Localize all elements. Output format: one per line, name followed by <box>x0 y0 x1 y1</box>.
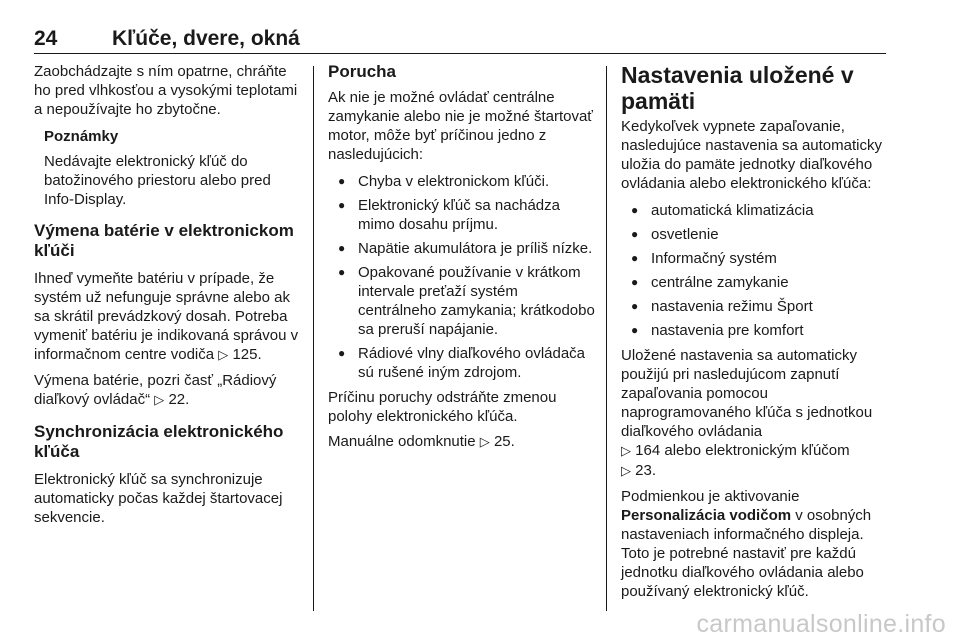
page-reference-arrow-icon: ▷ <box>621 464 631 479</box>
reuse-text: Uložené nastavenia sa automaticky použijú pri nasledujúcom zapnutí zapaľovania pomocou naprogramovaného kľúča s jednotkou diaľkového ovládania <box>621 347 873 440</box>
list-item: ● Chyba v elektronickom kľúči. <box>328 172 596 191</box>
battery-see-paragraph <box>34 371 304 410</box>
column-divider <box>606 66 607 611</box>
manual-unlock-text: Manuálne odomknutie <box>328 433 476 450</box>
list-item: ● Napätie akumulátora je príliš nízke. <box>328 239 596 258</box>
page-header <box>34 27 886 54</box>
note-label: Poznámky <box>44 128 119 145</box>
page-reference-link[interactable]: 23. <box>635 462 657 479</box>
battery-paragraph <box>34 269 304 365</box>
memory-settings-list <box>621 201 886 340</box>
condition-text-before: Podmienkou je aktivovanie <box>621 488 800 505</box>
page-reference-link[interactable]: 22. <box>168 391 190 408</box>
column-middle <box>328 62 596 458</box>
column-right <box>621 62 886 607</box>
condition-text-after: v osobných nastaveniach informačného displeja. Toto je potrebné nastaviť pre každú jednotku diaľkového ovládania alebo používaný elektronický kľúč. <box>621 507 872 600</box>
condition-paragraph <box>621 487 886 601</box>
list-item: ● Informačný systém <box>621 249 886 268</box>
fault-heading: Porucha <box>328 62 397 81</box>
reuse-paragraph <box>621 346 886 481</box>
intro-paragraph: Zaobchádzajte s ním opatrne, chráňte ho pred vlhkosťou a vysokými teplotami a nepoužívajte ho zbytočne. <box>34 63 298 118</box>
sync-heading: Synchronizácia elektronického kľúča <box>34 422 284 461</box>
sync-paragraph: Elektronický kľúč sa synchronizuje automaticky počas každej štartovacej sekvencie. <box>34 471 283 526</box>
remedy-paragraph: Príčinu poruchy odstráňte zmenou polohy elektronického kľúča. <box>328 389 557 425</box>
column-left <box>34 62 304 533</box>
page-reference-link[interactable]: 125. <box>232 346 262 363</box>
list-item: ● Opakované používanie v krátkom intervale preťaží systém centrálneho zamykania; krátkodobo sa preruší napájanie. <box>328 263 596 339</box>
manual-unlock-paragraph <box>328 432 596 452</box>
memory-intro: Kedykoľvek vypnete zapaľovanie, nasledujúce nastavenia sa automaticky uložia do pamäte jednotky diaľkového ovládania alebo elektronického kľúča: <box>621 118 882 192</box>
note-text: Nedávajte elektronický kľúč do batožinového priestoru alebo pred Info-Display. <box>44 153 271 208</box>
page-reference-arrow-icon: ▷ <box>621 444 631 459</box>
list-item: ● osvetlenie <box>621 225 886 244</box>
list-item: ● nastavenia pre komfort <box>621 321 886 340</box>
list-item: ● centrálne zamykanie <box>621 273 886 292</box>
page-title: Kľúče, dvere, okná <box>112 27 300 50</box>
list-item: ● Elektronický kľúč sa nachádza mimo dosahu príjmu. <box>328 196 596 234</box>
fault-causes-list <box>328 172 596 382</box>
list-item: ● automatická klimatizácia <box>621 201 886 220</box>
condition-bold-term: Personalizácia vodičom <box>621 507 792 524</box>
page-number: 24 <box>34 27 58 50</box>
column-divider <box>313 66 314 611</box>
page-reference-arrow-icon: ▷ <box>154 393 165 408</box>
page-reference-arrow-icon: ▷ <box>218 348 229 363</box>
battery-heading: Výmena batérie v elektronickom kľúči <box>34 221 294 260</box>
watermark: carmanualsonline.info <box>696 610 946 638</box>
list-item: ● nastavenia režimu Šport <box>621 297 886 316</box>
battery-paragraph-text: Ihneď vymeňte batériu v prípade, že systém už nefunguje správne alebo ak sa skrátil prevádzkový dosah. Potreba vymeniť batériu je indikovaná správou v informačnom centre vodiča <box>34 270 299 363</box>
page-reference-arrow-icon: ▷ <box>479 435 490 450</box>
list-item: ● Rádiové vlny diaľkového ovládača sú rušené iným zdrojom. <box>328 344 596 382</box>
page-reference-link[interactable]: 25. <box>493 433 515 450</box>
memory-heading: Nastavenia uložené v pamäti <box>621 62 854 114</box>
battery-see-text: Výmena batérie, pozri časť „Rádiový diaľkový ovládač“ <box>34 372 277 408</box>
fault-intro: Ak nie je možné ovládať centrálne zamykanie alebo nie je možné štartovať motor, môže byť príčinou jedno z nasledujúcich: <box>328 89 593 163</box>
page-reference-link[interactable]: 164 alebo elektronickým kľúčom <box>635 442 850 459</box>
